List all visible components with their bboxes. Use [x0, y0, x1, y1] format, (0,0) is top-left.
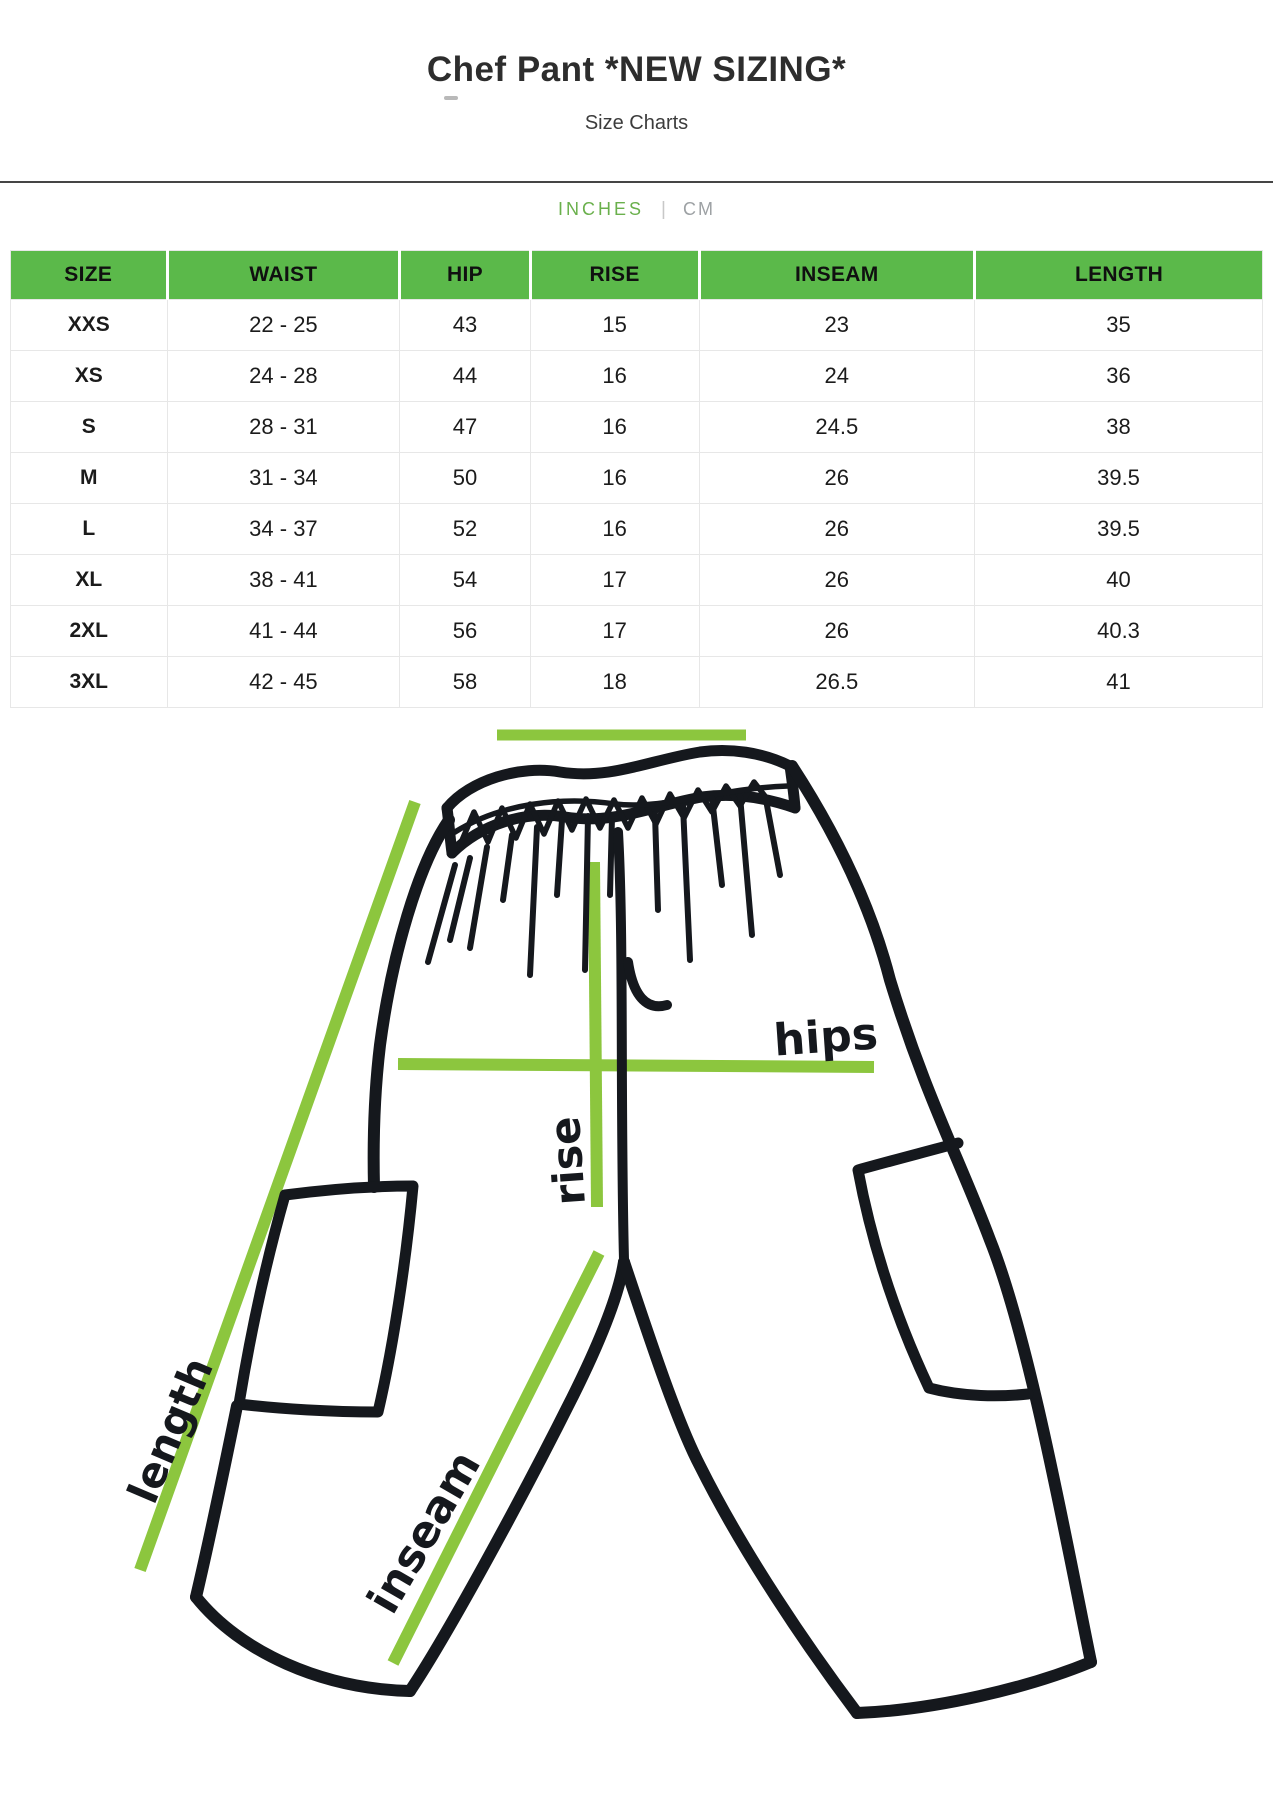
- table-cell: 52: [400, 504, 530, 555]
- table-cell: 16: [530, 504, 699, 555]
- stray-mark: [444, 96, 458, 100]
- table-cell: 39.5: [975, 504, 1263, 555]
- rise-measure-line: [594, 862, 597, 1207]
- tab-inches[interactable]: INCHES: [558, 199, 645, 219]
- table-cell: 24.5: [699, 402, 974, 453]
- table-cell: 40.3: [975, 606, 1263, 657]
- pants-drawing: [196, 751, 1091, 1713]
- table-cell: 17: [530, 606, 699, 657]
- table-cell: 44: [400, 351, 530, 402]
- table-cell: 40: [975, 555, 1263, 606]
- table-cell: 16: [530, 402, 699, 453]
- col-header-inseam: INSEAM: [699, 251, 974, 300]
- table-cell: 16: [530, 351, 699, 402]
- size-cell: XXS: [11, 300, 168, 351]
- table-cell: 28 - 31: [167, 402, 400, 453]
- center-seam: [618, 832, 624, 1260]
- col-header-hip: HIP: [400, 251, 530, 300]
- table-cell: 23: [699, 300, 974, 351]
- tab-cm[interactable]: CM: [682, 199, 715, 219]
- label-inseam: inseam: [357, 1442, 492, 1623]
- left-seam-below-pocket: [196, 1406, 237, 1597]
- table-cell: 58: [400, 657, 530, 708]
- label-hips: hips: [772, 1008, 880, 1067]
- size-cell: S: [11, 402, 168, 453]
- table-row: [11, 453, 1263, 504]
- table-row: [11, 351, 1263, 402]
- page-subtitle: Size Charts: [584, 112, 689, 134]
- table-cell: 26: [699, 555, 974, 606]
- table-cell: 26.5: [699, 657, 974, 708]
- label-length: length: [118, 1350, 223, 1511]
- table-cell: 42 - 45: [167, 657, 400, 708]
- inseam-measure-line: [393, 1253, 599, 1663]
- size-cell: XL: [11, 555, 168, 606]
- table-row: [11, 555, 1263, 606]
- table-cell: 16: [530, 453, 699, 504]
- left-hem: [196, 1597, 410, 1691]
- table-cell: 47: [400, 402, 530, 453]
- table-cell: 26: [699, 504, 974, 555]
- table-header-row: [11, 251, 1263, 300]
- size-cell: 3XL: [11, 657, 168, 708]
- fly-stitch: [628, 962, 667, 1006]
- page-title: Chef Pant *NEW SIZING*: [426, 50, 847, 89]
- size-cell: 2XL: [11, 606, 168, 657]
- table-cell: 26: [699, 606, 974, 657]
- table-cell: 54: [400, 555, 530, 606]
- right-hem: [857, 1662, 1091, 1713]
- table-cell: 34 - 37: [167, 504, 400, 555]
- table-cell: 36: [975, 351, 1263, 402]
- size-cell: L: [11, 504, 168, 555]
- table-row: [11, 504, 1263, 555]
- table-cell: 31 - 34: [167, 453, 400, 504]
- right-outer-seam: [792, 766, 1091, 1662]
- right-inner-seam: [624, 1262, 857, 1713]
- size-cell: M: [11, 453, 168, 504]
- table-cell: 56: [400, 606, 530, 657]
- table-cell: 41: [975, 657, 1263, 708]
- col-header-waist: WAIST: [167, 251, 400, 300]
- table-row: [11, 606, 1263, 657]
- table-cell: 50: [400, 453, 530, 504]
- table-cell: 24: [699, 351, 974, 402]
- table-cell: 17: [530, 555, 699, 606]
- table-cell: 15: [530, 300, 699, 351]
- table-cell: 22 - 25: [167, 300, 400, 351]
- table-row: [11, 300, 1263, 351]
- table-cell: 38: [975, 402, 1263, 453]
- table-cell: 35: [975, 300, 1263, 351]
- size-cell: XS: [11, 351, 168, 402]
- size-chart-table: [10, 250, 1263, 708]
- table-cell: 26: [699, 453, 974, 504]
- table-cell: 43: [400, 300, 530, 351]
- col-header-size: SIZE: [11, 251, 168, 300]
- col-header-rise: RISE: [530, 251, 699, 300]
- table-cell: 24 - 28: [167, 351, 400, 402]
- label-rise: rise: [539, 1115, 596, 1207]
- table-cell: 38 - 41: [167, 555, 400, 606]
- table-cell: 41 - 44: [167, 606, 400, 657]
- divider-line: [0, 181, 1273, 183]
- col-header-length: LENGTH: [975, 251, 1263, 300]
- unit-toggle: [0, 199, 1273, 221]
- table-cell: 18: [530, 657, 699, 708]
- table-cell: 39.5: [975, 453, 1263, 504]
- pants-measurement-diagram: [0, 700, 1273, 1800]
- table-row: [11, 402, 1263, 453]
- tab-separator: |: [661, 199, 666, 220]
